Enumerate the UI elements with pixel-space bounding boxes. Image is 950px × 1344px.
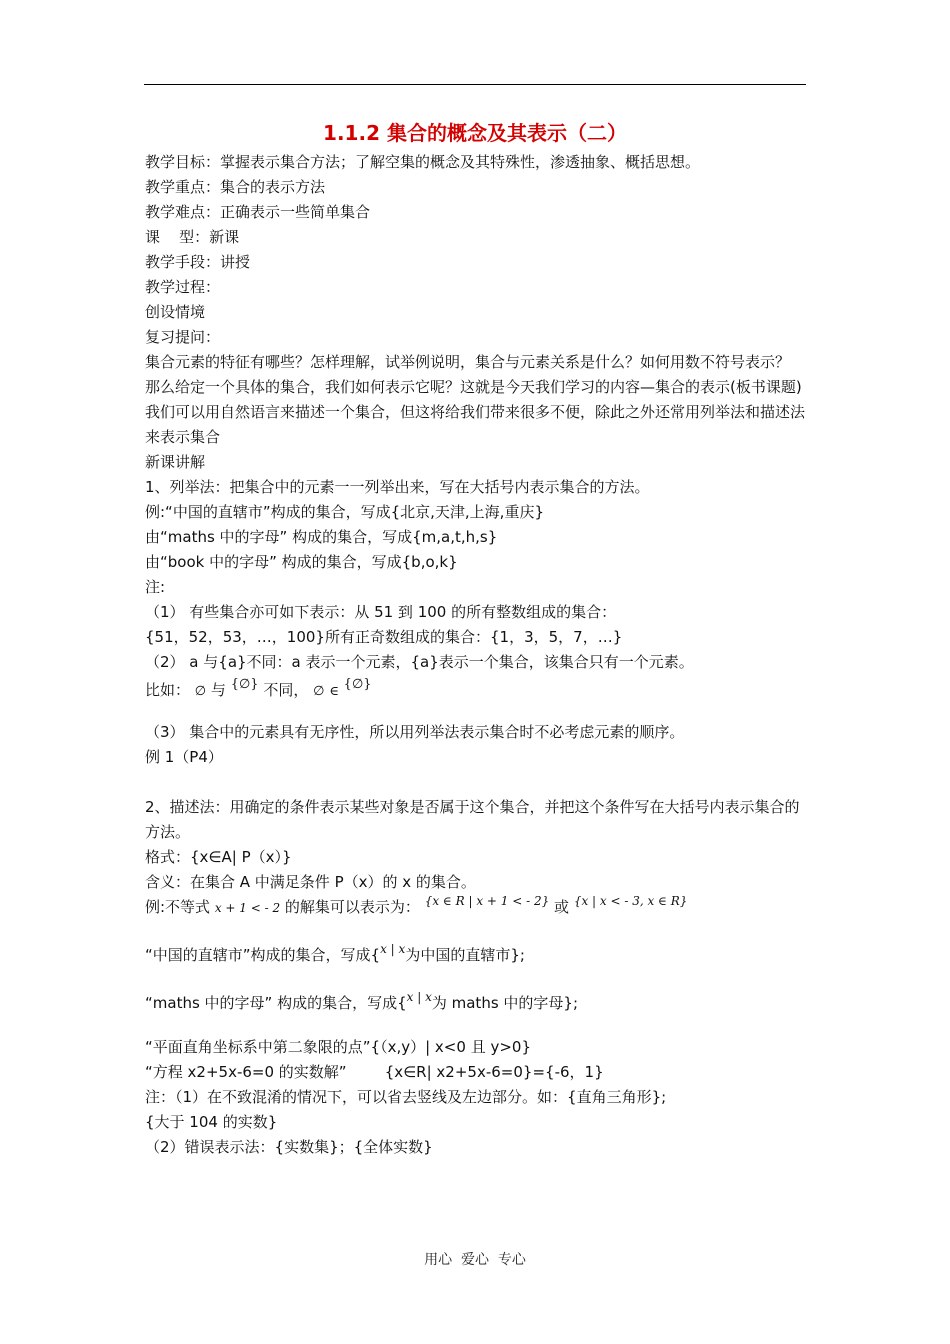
desc-prefix: “中国的直辖市”构成的集合，写成{ xyxy=(145,946,381,964)
text-line: {大于 104 的实数} xyxy=(145,1113,278,1131)
text-line: 例 1（P4） xyxy=(145,748,223,766)
desc-suffix: 为 maths 中的字母}; xyxy=(431,994,579,1012)
text-line: 由“maths 中的字母” 构成的集合，写成{m,a,t,h,s} xyxy=(145,528,498,546)
example-prefix: 比如： xyxy=(145,681,191,699)
section-heading: 新课讲解 xyxy=(145,453,206,471)
desc-prefix: “maths 中的字母” 构成的集合，写成{ xyxy=(145,994,407,1012)
paragraph: 集合元素的特征有哪些？怎样理解，试举例说明，集合与元素关系是什么？如何用数不符号表示？ xyxy=(145,353,791,371)
text-line: “方程 x2+5x-6=0 的实数解” {x∈R| x2+5x-6=0}={-6，1} xyxy=(145,1063,604,1081)
description-example-2 xyxy=(145,985,810,1035)
desc-expression: x | x xyxy=(406,990,432,1004)
text-line: 教学重点：集合的表示方法 xyxy=(145,178,326,196)
text-line: {51，52，53，…，100}所有正奇数组成的集合：{1，3，5，7，…} xyxy=(145,628,623,646)
example-word: 与 xyxy=(210,681,226,699)
text-line: 注: xyxy=(145,578,166,596)
text-line: 例:“中国的直辖市”构成的集合，写成{北京,天津,上海,重庆} xyxy=(145,503,544,521)
text-line: 教学难点：正确表示一些简单集合 xyxy=(145,203,371,221)
text-line: 格式：{x∈A| P（x）} xyxy=(145,848,292,866)
set-of-empty-set: {∅} xyxy=(230,677,259,692)
header-rule xyxy=(144,84,806,85)
text-line: 1、列举法：把集合中的元素一一列举出来，写在大括号内表示集合的方法。 xyxy=(145,478,650,496)
ineq-expression: x + 1 < - 2 xyxy=(214,901,281,915)
text-line: 由“book 中的字母” 构成的集合，写成{b,o,k} xyxy=(145,553,458,571)
document-title: 1.1.2 集合的概念及其表示（二） xyxy=(323,121,627,145)
paragraph: 那么给定一个具体的集合，我们如何表示它呢？这就是今天我们学习的内容—集合的表示(板书课题) xyxy=(145,378,802,396)
example-word: 不同， xyxy=(263,681,309,699)
empty-set-symbol: ∅ xyxy=(194,684,207,699)
desc-suffix: 为中国的直辖市}; xyxy=(405,946,525,964)
text-line: （1） 有些集合亦可如下表示：从 51 到 100 的所有整数组成的集合： xyxy=(145,603,617,621)
paragraph: 2、描述法：用确定的条件表示某些对象是否属于这个集合，并把这个条件写在大括号内表示集合的方法。 xyxy=(145,798,800,841)
ineq-or: 或 xyxy=(554,898,570,916)
text-line: 复习提问： xyxy=(145,328,221,346)
text-line: 课 型：新课 xyxy=(145,228,240,246)
text-line: 注：（1）在不致混淆的情况下，可以省去竖线及左边部分。如：{直角三角形}; xyxy=(145,1088,667,1106)
desc-expression: x | x xyxy=(380,942,406,956)
text-line: 教学目标：掌握表示集合方法；了解空集的概念及其特殊性，渗透抽象、概括思想。 xyxy=(145,153,701,171)
text-line: “平面直角坐标系中第二象限的点”{（x,y）| x<0 且 y>0} xyxy=(145,1038,531,1056)
empty-set-symbol: ∅ xyxy=(313,684,325,699)
inequality-example xyxy=(145,895,810,937)
description-example-1 xyxy=(145,937,810,985)
text-line: 含义：在集合 A 中满足条件 P（x）的 x 的集合。 xyxy=(145,873,476,891)
element-of-symbol: ∈ xyxy=(329,684,339,699)
empty-set-example xyxy=(145,675,810,720)
blank-line xyxy=(145,770,810,795)
solution-set-b: {x | x < - 3, x ∈ R} xyxy=(573,894,688,908)
text-line: 教学手段：讲授 xyxy=(145,253,251,271)
ineq-mid: 的解集可以表示为： xyxy=(284,898,420,916)
page-footer: 用心 爱心 专心 xyxy=(424,1252,526,1268)
solution-set-a: {x ∈ R | x + 1 < - 2} xyxy=(424,894,550,908)
ineq-prefix: 例:不等式 xyxy=(145,898,211,916)
text-line: （2） a 与{a}不同：a 表示一个元素，{a}表示一个集合，该集合只有一个元素。 xyxy=(145,653,694,671)
text-line: （2）错误表示法：{实数集}；{全体实数} xyxy=(145,1138,433,1156)
paragraph: 我们可以用自然语言来描述一个集合，但这将给我们带来很多不便，除此之外还常用列举法和描述法来表示集合 xyxy=(145,403,806,446)
text-line: 创设情境 xyxy=(145,303,206,321)
text-line: （3） 集合中的元素具有无序性，所以用列举法表示集合时不必考虑元素的顺序。 xyxy=(145,723,685,741)
text-line: 教学过程： xyxy=(145,278,221,296)
document-body xyxy=(145,150,810,1160)
set-of-empty-set: {∅} xyxy=(343,677,372,692)
